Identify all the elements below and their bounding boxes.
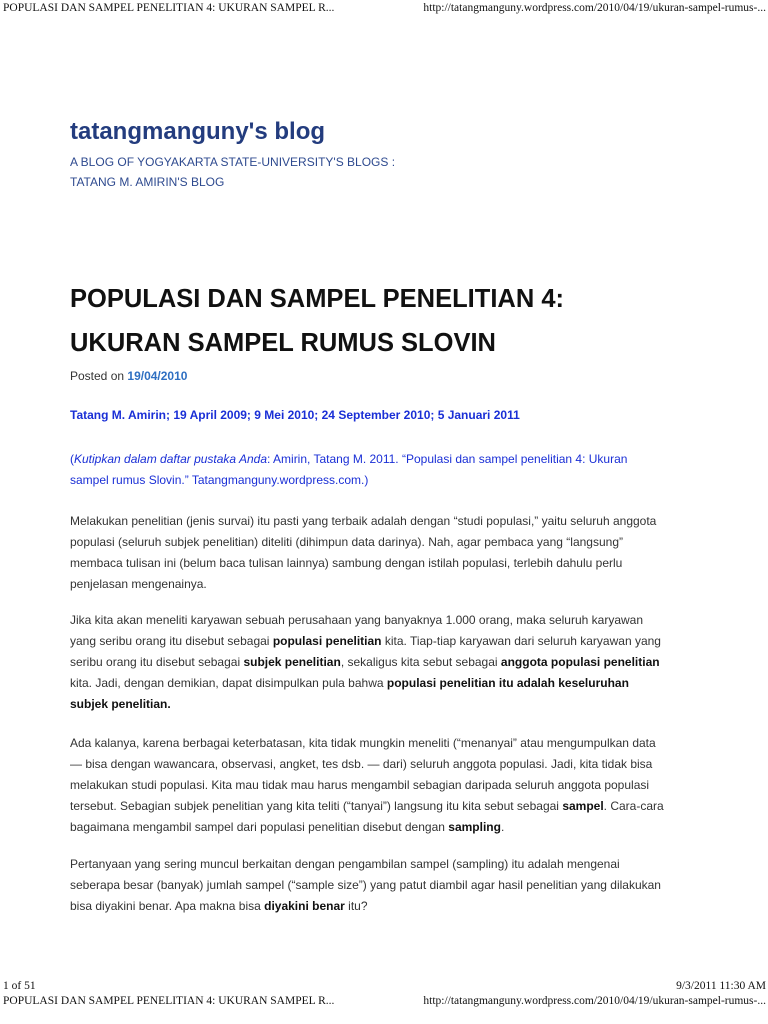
paragraph-line: melakukan studi populasi. Kita mau tidak mau harus mengambil sebagian daripada seluruh anggota populasi: [70, 778, 650, 792]
paragraph-text: yang seribu orang itu disebut sebagai: [70, 634, 273, 648]
paragraph-text: .: [500, 820, 505, 834]
blog-description-line: A BLOG OF YOGYAKARTA STATE-UNIVERSITY'S BLOGS :: [70, 155, 396, 169]
page-number: 1 of 51: [3, 980, 36, 992]
citation-text: sampel rumus Slovin.” Tatangmanguny.wordpress.com.): [70, 473, 369, 487]
paragraph-text: itu?: [344, 899, 368, 913]
posted-label: Posted on: [70, 369, 125, 383]
paragraph-line: populasi (seluruh subjek penelitian) diteliti (dihimpun data darinya). Nah, agar pembaca yang “langsung”: [70, 535, 623, 549]
post-meta: [70, 369, 187, 383]
paragraph-line: penjelasan mengenainya.: [70, 577, 207, 591]
citation-note: [70, 449, 690, 491]
paragraph-1: [70, 511, 690, 595]
post-byline: Tatang M. Amirin; 19 April 2009; 9 Mei 2010; 24 September 2010; 5 Januari 2011: [70, 408, 520, 422]
print-header-url: http://tatangmanguny.wordpress.com/2010/04/19/ukuran-sampel-rumus-...: [423, 2, 766, 14]
paragraph-text: kita. Jadi, dengan demikian, dapat disimpulkan pula bahwa: [70, 676, 387, 690]
bold-term: subjek penelitian: [243, 655, 341, 669]
paragraph-text: bisa diyakini benar. Apa makna bisa: [70, 899, 265, 913]
post-title: [70, 277, 690, 365]
paragraph-text: tersebut. Sebagian subjek penelitian yang kita teliti (“tanyai”) langsung itu kita sebut sebagai: [70, 799, 563, 813]
post-title-line: UKURAN SAMPEL RUMUS SLOVIN: [70, 329, 496, 357]
paragraph-2: [70, 610, 690, 715]
paragraph-text: seribu orang itu disebut sebagai: [70, 655, 244, 669]
paragraph-line: Pertanyaan yang sering muncul berkaitan dengan pengambilan sampel (sampling) itu adalah mengenai: [70, 857, 620, 871]
blog-description: [70, 152, 470, 192]
paragraph-4: [70, 854, 690, 917]
bold-term: sampel: [562, 799, 604, 813]
paragraph-line: Jika kita akan meneliti karyawan sebuah perusahaan yang banyaknya 1.000 orang, maka seluruh karyawan: [70, 613, 644, 627]
bold-term: populasi penelitian itu adalah keseluruhan: [386, 676, 629, 690]
bold-term: populasi penelitian: [272, 634, 382, 648]
post-title-line: POPULASI DAN SAMPEL PENELITIAN 4:: [70, 285, 565, 313]
print-footer-url: http://tatangmanguny.wordpress.com/2010/04/19/ukuran-sampel-rumus-...: [423, 995, 766, 1007]
paragraph-line: Ada kalanya, karena berbagai keterbatasan, kita tidak mungkin meneliti (“menanyai” atau mengumpulkan data: [70, 736, 656, 750]
citation-open-paren: (: [70, 452, 74, 466]
paragraph-line: membaca tulisan ini (belum baca tulisan lainnya) sambung dengan istilah populasi, terlebih dahulu perlu: [70, 556, 623, 570]
paragraph-line: Melakukan penelitian (jenis survai) itu pasti yang terbaik adalah dengan “studi populasi,” yaitu seluruh anggota: [70, 514, 657, 528]
paragraph-text: kita. Tiap-tiap karyawan dari seluruh karyawan yang: [381, 634, 661, 648]
blog-title-link[interactable]: tatangmanguny's blog: [70, 118, 326, 145]
bold-term: anggota populasi penelitian: [500, 655, 660, 669]
posted-date-link[interactable]: 19/04/2010: [127, 369, 188, 383]
print-footer-title: POPULASI DAN SAMPEL PENELITIAN 4: UKURAN SAMPEL R...: [3, 995, 335, 1007]
paragraph-3: [70, 733, 690, 838]
print-header-title: POPULASI DAN SAMPEL PENELITIAN 4: UKURAN SAMPEL R...: [3, 2, 335, 14]
paragraph-text: bagaimana mengambil sampel dari populasi penelitian disebut dengan: [70, 820, 449, 834]
paragraph-text: . Cara-cara: [603, 799, 664, 813]
paragraph-text: , sekaligus kita sebut sebagai: [340, 655, 501, 669]
citation-italic: Kutipkan dalam daftar pustaka Anda: [74, 452, 268, 466]
bold-term: diyakini benar: [264, 899, 345, 913]
paragraph-line: — bisa dengan wawancara, observasi, angket, tes dsb. — dari) seluruh anggota populasi. Jadi, kita tidak bisa: [70, 757, 653, 771]
print-datetime: 9/3/2011 11:30 AM: [676, 980, 766, 992]
paragraph-line: seberapa besar (banyak) jumlah sampel (“sample size”) yang patut diambil agar hasil penelitian yang dilakukan: [70, 878, 661, 892]
bold-term: subjek penelitian.: [70, 697, 171, 711]
citation-text: : Amirin, Tatang M. 2011. “Populasi dan sampel penelitian 4: Ukuran: [267, 452, 628, 466]
blog-description-line: TATANG M. AMIRIN'S BLOG: [70, 175, 225, 189]
bold-term: sampling: [448, 820, 501, 834]
